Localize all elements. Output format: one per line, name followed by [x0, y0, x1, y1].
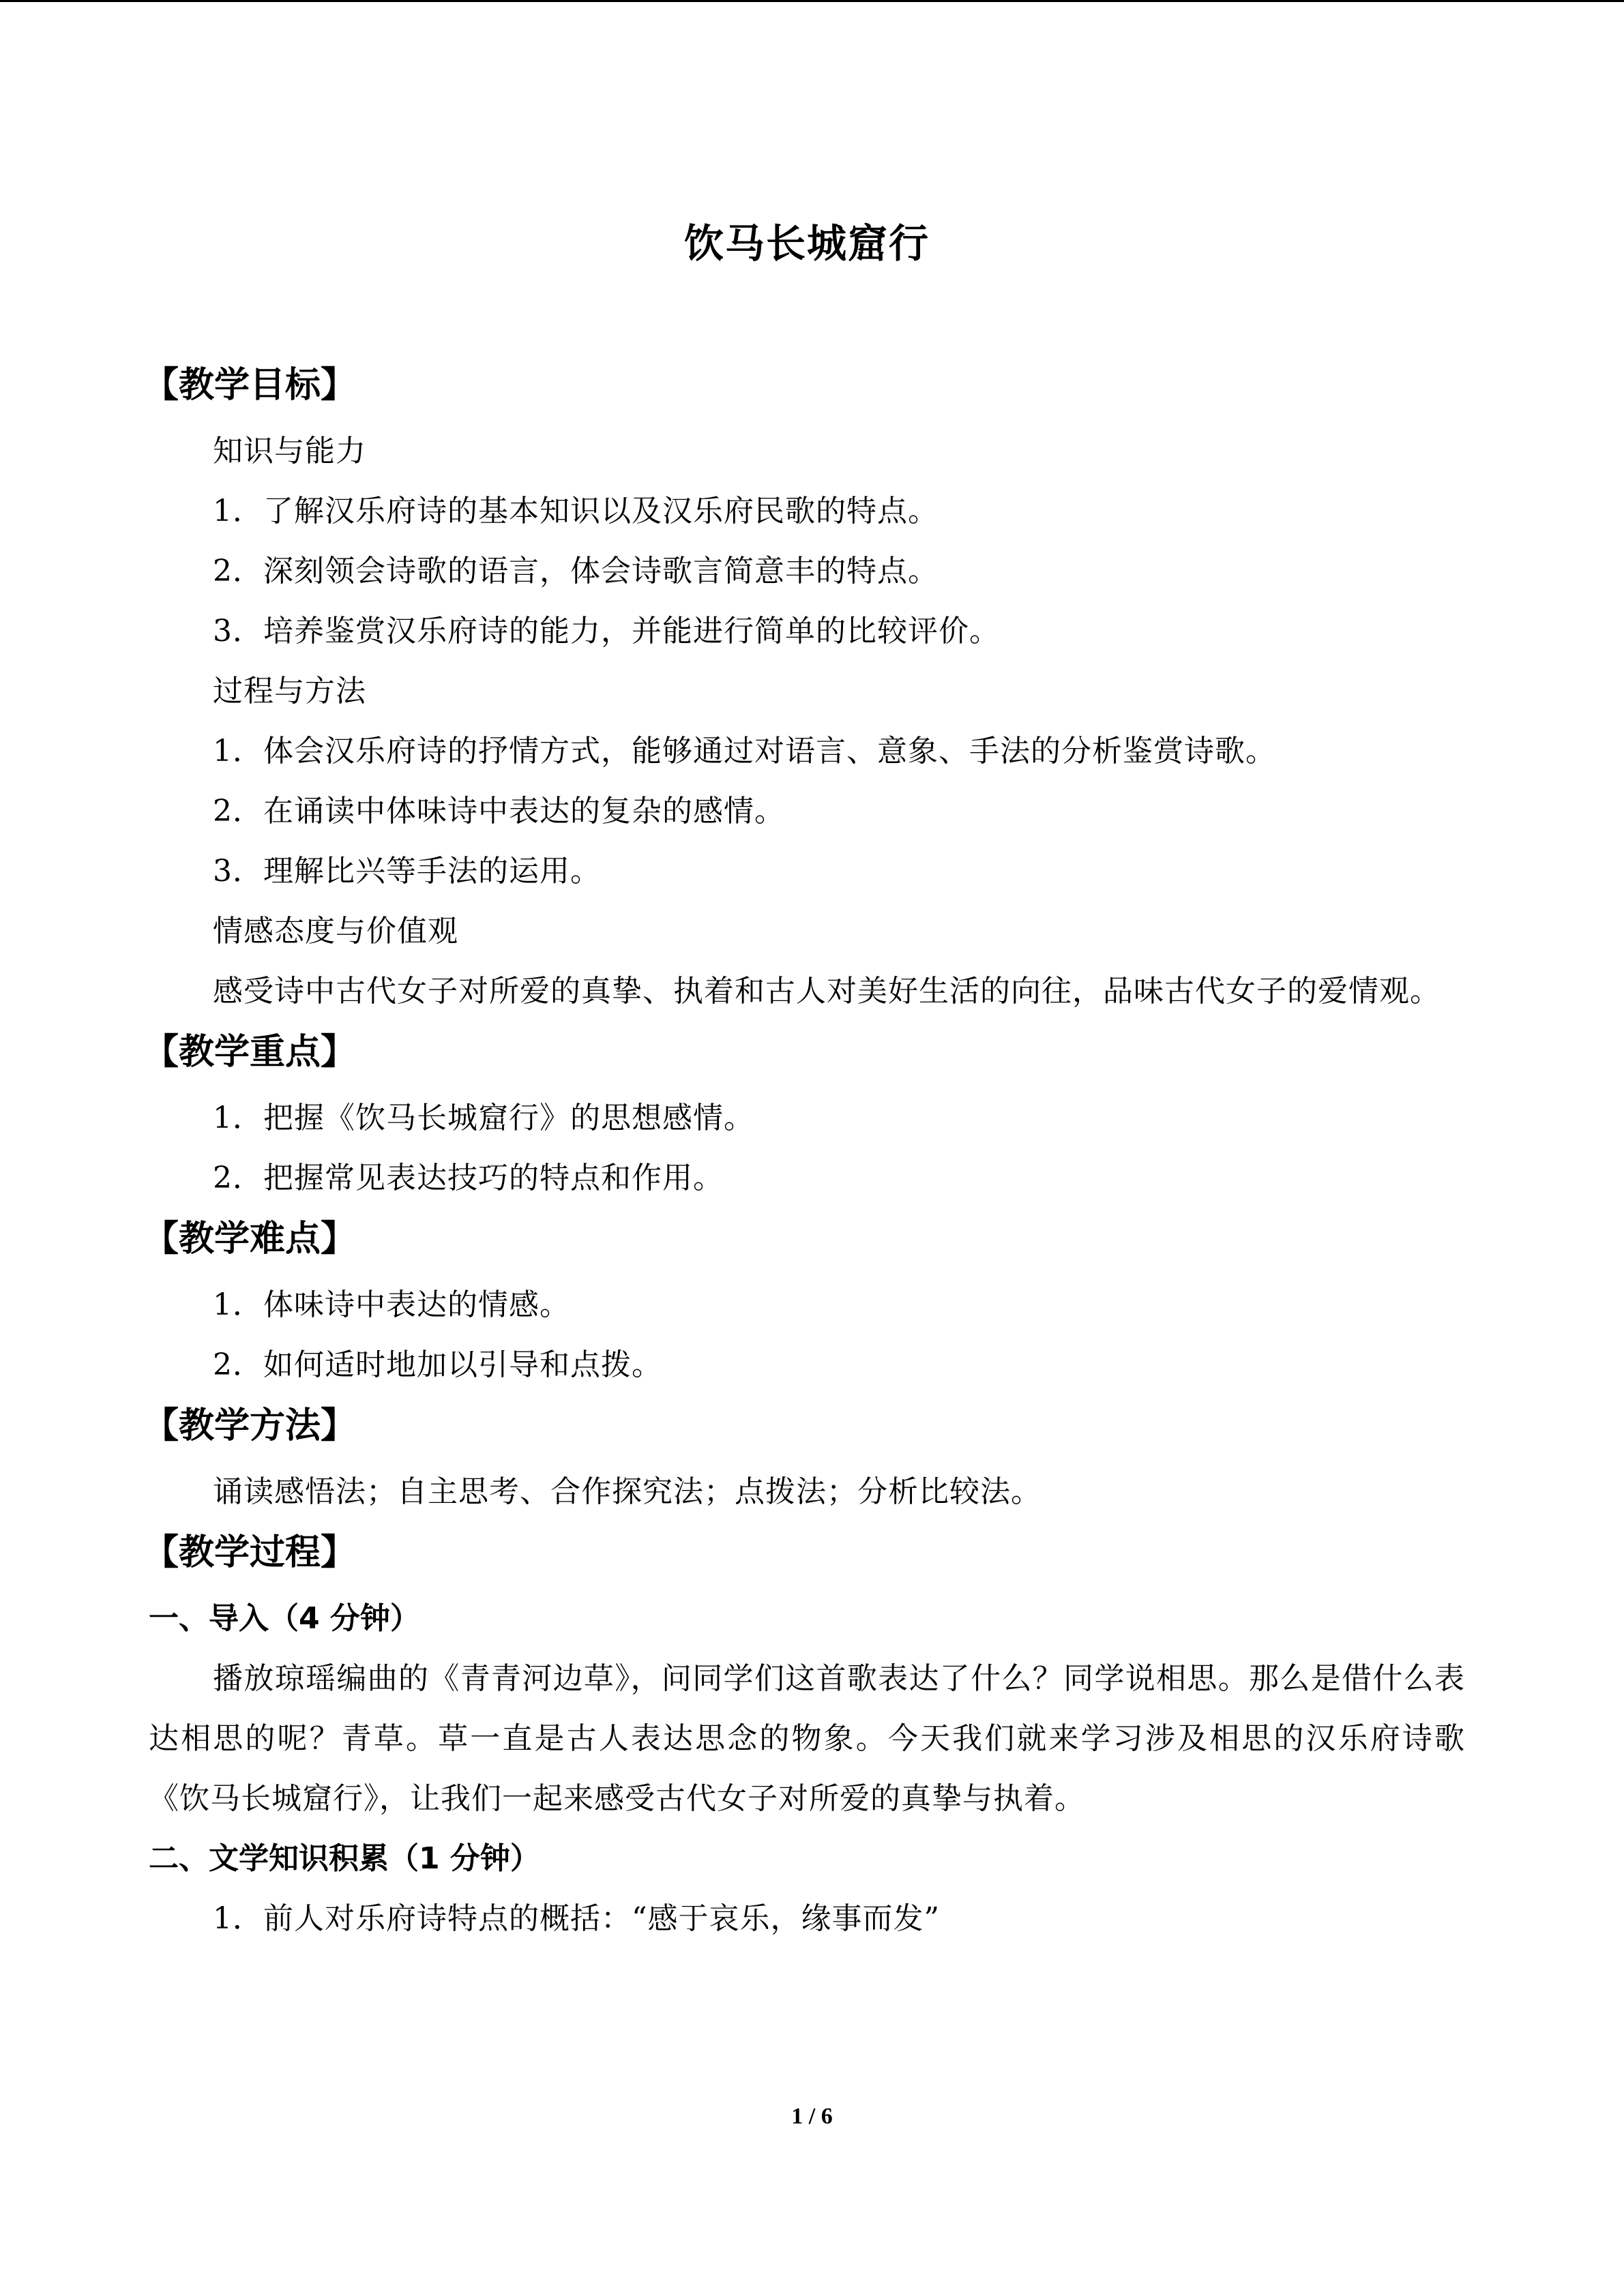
process-heading: 【教学过程】 — [143, 1532, 357, 1573]
document-title: 饮马长城窟行 — [683, 220, 930, 267]
process-item-1: 1．体会汉乐府诗的抒情方式，能够通过对语言、意象、手法的分析鉴赏诗歌。 — [213, 734, 1276, 769]
difficulty-item-2: 2．如何适时地加以引导和点拨。 — [213, 1347, 662, 1382]
page-content — [143, 198, 1465, 1949]
key-point-item-1: 1．把握《饮马长城窟行》的思想感情。 — [213, 1101, 754, 1135]
process-item-3: 3．理解比兴等手法的运用。 — [213, 854, 601, 889]
step1-text: 播放琼瑶编曲的《青青河边草》，问同学们这首歌表达了什么？同学说相思。那么是借什么表达相思的呢？青草。草一直是古人表达思念的物象。今天我们就来学习涉及相思的汉乐府诗歌《饮马长城窟行》，让我们一起来感受古代女子对所爱的真挚与执着。 — [149, 1661, 1465, 1816]
objectives-heading: 【教学目标】 — [143, 365, 357, 406]
knowledge-item-1: 1．了解汉乐府诗的基本知识以及汉乐府民歌的特点。 — [213, 494, 939, 528]
difficulties-heading: 【教学难点】 — [143, 1219, 357, 1259]
page-number: 1 / 6 — [791, 2104, 833, 2129]
process-item-2: 2．在诵读中体味诗中表达的复杂的感情。 — [213, 794, 785, 829]
top-border-line — [0, 0, 1624, 2]
difficulty-item-1: 1．体味诗中表达的情感。 — [213, 1287, 570, 1322]
emotion-label: 情感态度与价值观 — [213, 914, 458, 949]
methods-text: 诵读感悟法；自主思考、合作探究法；点拨法；分析比较法。 — [213, 1474, 1042, 1509]
methods-heading: 【教学方法】 — [143, 1405, 357, 1446]
key-point-item-2: 2．把握常见表达技巧的特点和作用。 — [213, 1161, 724, 1195]
title-spacer — [149, 290, 1465, 355]
knowledge-item-2: 2．深刻领会诗歌的语言，体会诗歌言简意丰的特点。 — [213, 554, 939, 588]
step1-title: 一、导入（4 分钟） — [149, 1601, 420, 1636]
key-points-heading: 【教学重点】 — [143, 1032, 357, 1073]
emotion-text: 感受诗中古代女子对所爱的真挚、执着和古人对美好生活的向往，品味古代女子的爱情观。 — [213, 974, 1441, 1009]
knowledge-item-3: 3．培养鉴赏汉乐府诗的能力，并能进行简单的比较评价。 — [213, 614, 1000, 648]
process-label: 过程与方法 — [213, 674, 366, 709]
knowledge-label: 知识与能力 — [213, 434, 366, 468]
step2-title: 二、文学知识积累（1 分钟） — [149, 1841, 540, 1876]
step2-item-1: 1．前人对乐府诗特点的概括：“感于哀乐，缘事而发” — [213, 1901, 940, 1936]
